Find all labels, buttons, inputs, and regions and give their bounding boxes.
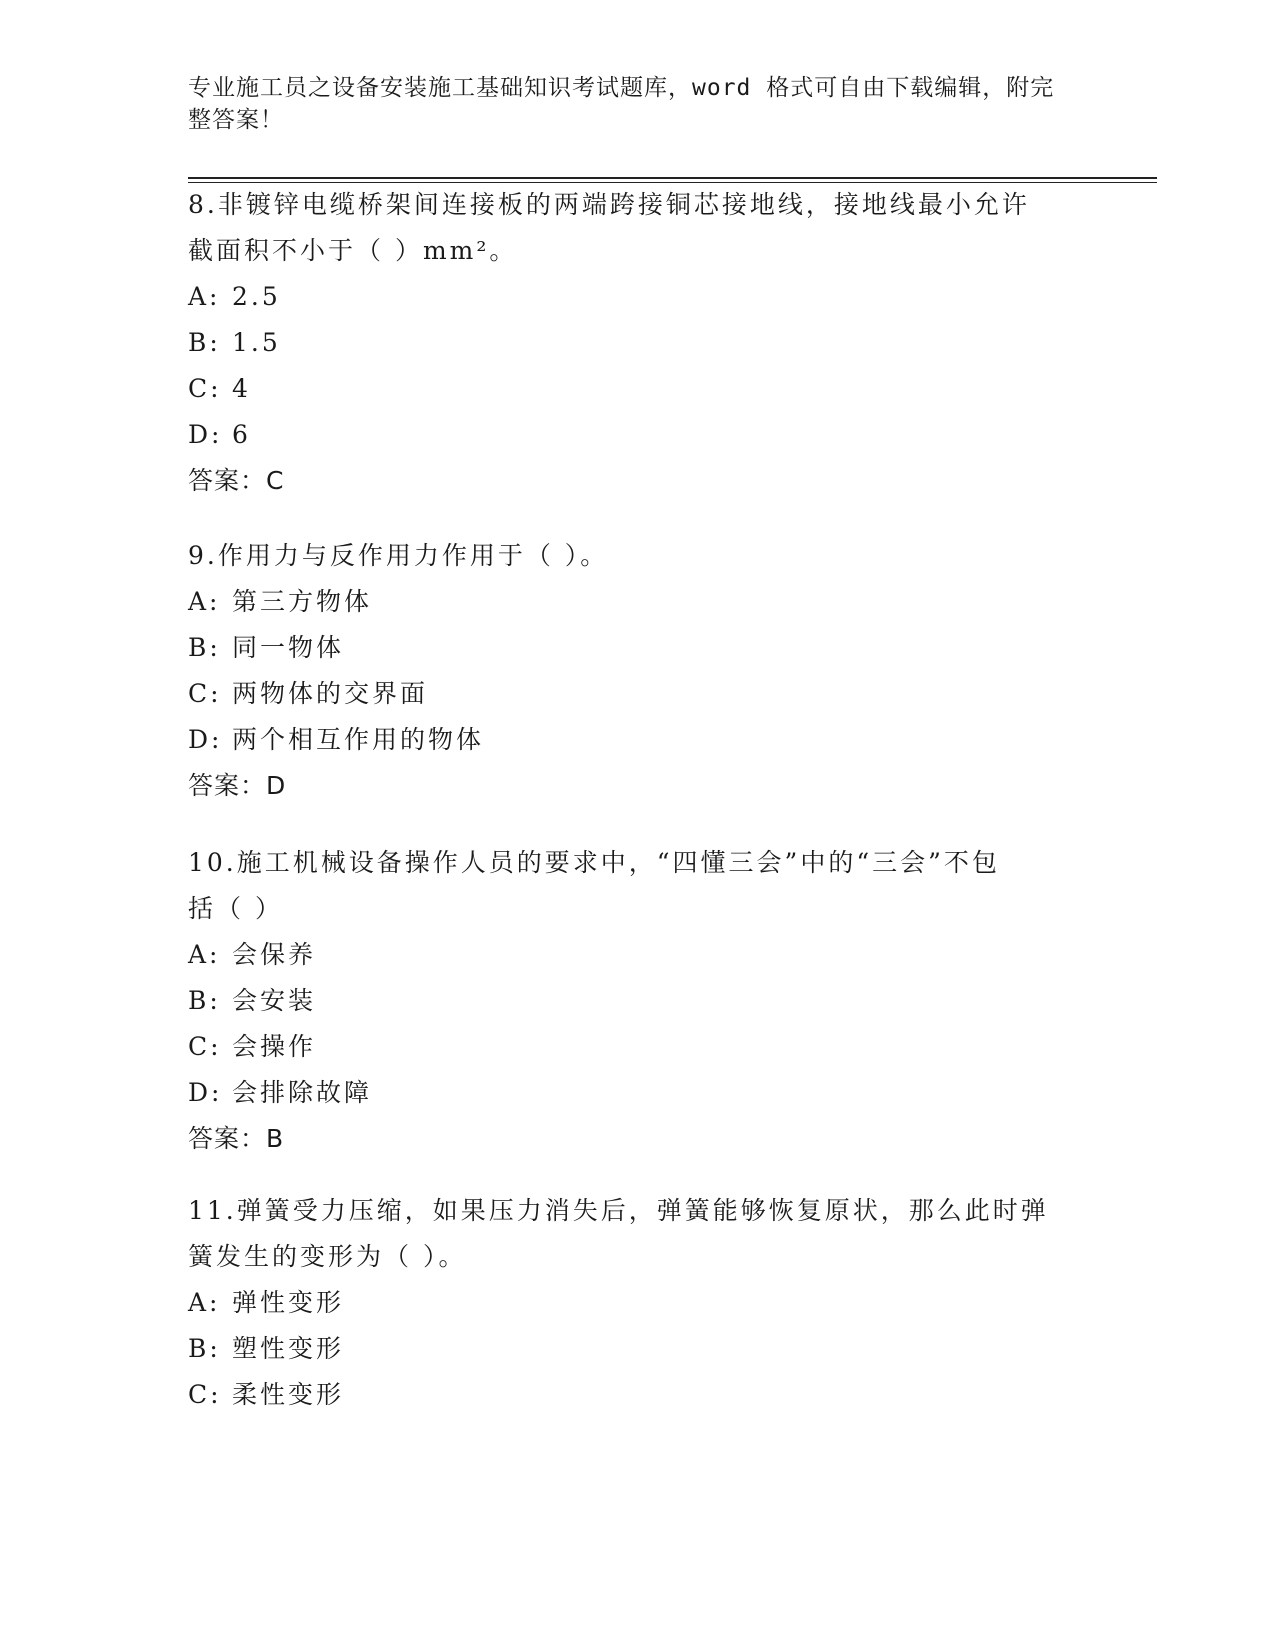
option-text: 4 <box>232 374 251 403</box>
question-stem-line: 11.弹簧受力压缩，如果压力消失后，弹簧能够恢复原状，那么此时弹 <box>188 1196 1049 1225</box>
header-line-1: 专业施工员之设备安装施工基础知识考试题库，word 格式可自由下载编辑，附完 <box>188 75 1055 101</box>
option-text: 会安装 <box>232 986 317 1015</box>
option-key: A: <box>188 1288 221 1317</box>
option-key: C: <box>188 374 222 403</box>
question-8 <box>188 182 1088 504</box>
question-9 <box>188 533 1088 809</box>
question-stem-line: 括（ ） <box>188 894 283 923</box>
option-text: 同一物体 <box>232 633 345 662</box>
question-stem-line: 9.作用力与反作用力作用于（ ）。 <box>188 541 609 570</box>
option-key: C: <box>188 1380 222 1409</box>
option-key: C: <box>188 679 222 708</box>
option-text: 柔性变形 <box>232 1380 345 1409</box>
question-stem <box>188 533 1088 579</box>
option-text: 两物体的交界面 <box>232 679 429 708</box>
question-stem-line: 8.非镀锌电缆桥架间连接板的两端跨接铜芯接地线，接地线最小允许 <box>188 190 1030 219</box>
option-c <box>188 366 1088 412</box>
header-divider-thick <box>188 177 1157 179</box>
option-a <box>188 274 1088 320</box>
option-c <box>188 671 1088 717</box>
option-c <box>188 1024 1088 1070</box>
option-key: B: <box>188 986 221 1015</box>
option-a <box>188 579 1088 625</box>
question-stem-line: 10.施工机械设备操作人员的要求中，“四懂三会”中的“三会”不包 <box>188 848 1000 877</box>
option-key: A: <box>188 282 221 311</box>
answer: 答案：C <box>188 466 285 495</box>
option-key: C: <box>188 1032 222 1061</box>
option-text: 第三方物体 <box>232 587 373 616</box>
question-stem <box>188 1188 1088 1280</box>
option-text: 6 <box>232 420 251 449</box>
question-stem <box>188 182 1088 274</box>
option-key: D: <box>188 725 223 754</box>
option-text: 会排除故障 <box>232 1078 373 1107</box>
option-b <box>188 978 1088 1024</box>
option-b <box>188 320 1088 366</box>
option-key: B: <box>188 1334 221 1363</box>
document-header <box>188 72 1068 136</box>
option-key: D: <box>188 420 223 449</box>
option-b <box>188 1326 1088 1372</box>
option-key: B: <box>188 328 221 357</box>
option-key: B: <box>188 633 221 662</box>
option-text: 会保养 <box>232 940 317 969</box>
question-10 <box>188 840 1088 1162</box>
option-text: 弹性变形 <box>232 1288 345 1317</box>
option-c <box>188 1372 1088 1418</box>
option-d <box>188 412 1088 458</box>
option-b <box>188 625 1088 671</box>
question-stem-line: 截面积不小于（ ）mm²。 <box>188 236 518 265</box>
option-text: 1.5 <box>232 328 281 357</box>
option-key: D: <box>188 1078 223 1107</box>
option-a <box>188 932 1088 978</box>
question-11 <box>188 1188 1088 1418</box>
option-text: 塑性变形 <box>232 1334 345 1363</box>
option-text: 2.5 <box>232 282 281 311</box>
question-stem-line: 簧发生的变形为（ ）。 <box>188 1242 467 1271</box>
option-d <box>188 1070 1088 1116</box>
option-key: A: <box>188 940 221 969</box>
option-text: 会操作 <box>232 1032 317 1061</box>
option-text: 两个相互作用的物体 <box>232 725 485 754</box>
option-a <box>188 1280 1088 1326</box>
option-key: A: <box>188 587 221 616</box>
question-stem <box>188 840 1088 932</box>
option-d <box>188 717 1088 763</box>
answer: 答案：D <box>188 771 287 800</box>
answer: 答案：B <box>188 1124 285 1153</box>
header-line-2: 整答案！ <box>188 107 284 133</box>
